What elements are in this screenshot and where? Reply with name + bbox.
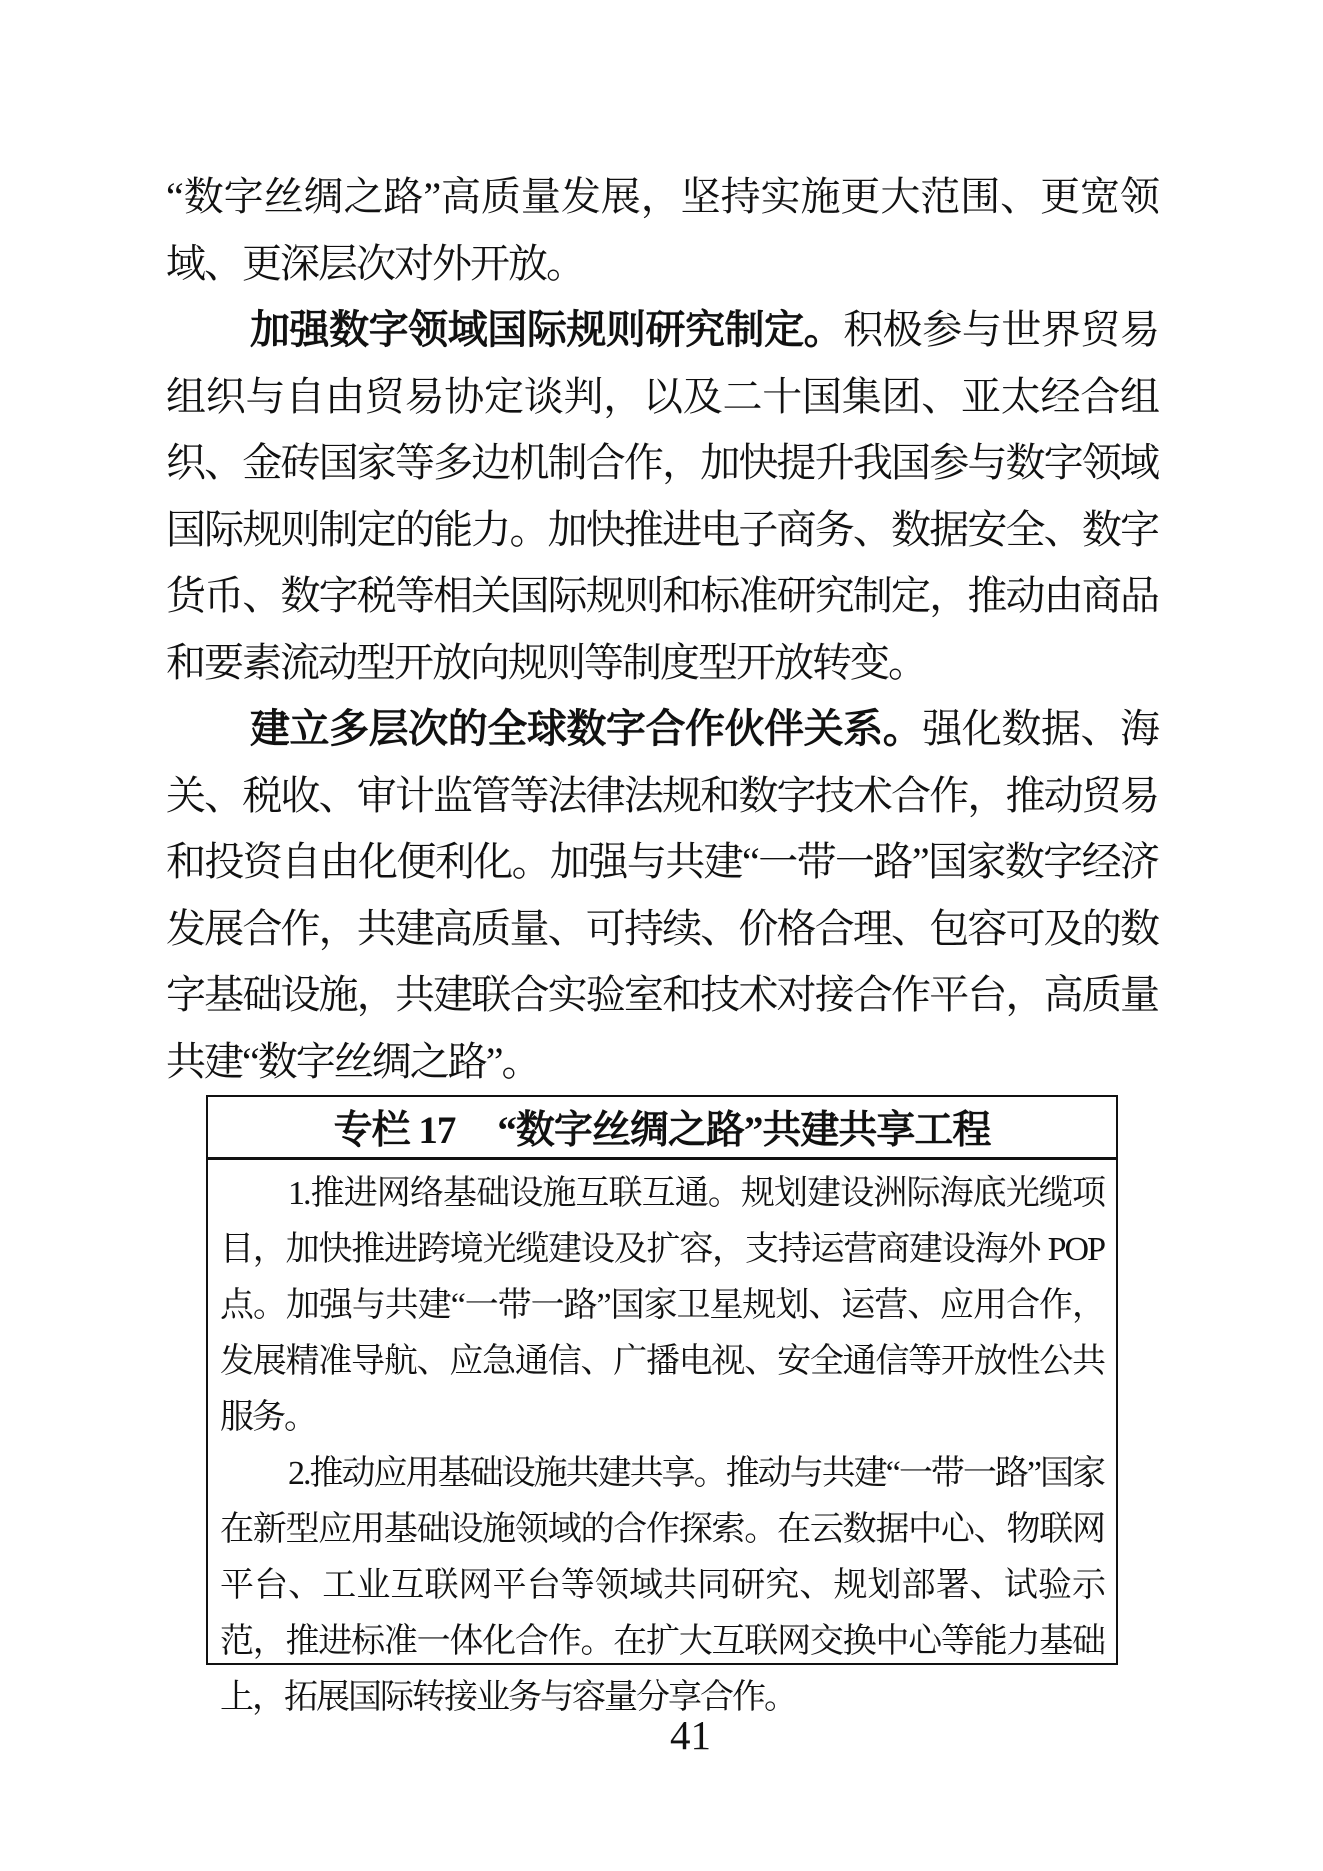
- body-text: [166, 164, 1158, 1095]
- paragraph: [166, 164, 1158, 297]
- page-number: 41: [670, 1712, 711, 1758]
- paragraph: [166, 696, 1158, 1095]
- callout-box-body: [208, 1160, 1116, 1726]
- paragraph-text: 强化数据、海关、税收、审计监管等法律法规和数字技术合作，推动贸易和投资自由化便利化。加强与共建“一带一路”国家数字经济发展合作，共建高质量、可持续、价格合理、包容可及的数字基础设施，共建联合实验室和技术对接合作平台，高质量共建“数字丝绸之路”。: [166, 706, 1159, 1084]
- callout-box: [206, 1095, 1118, 1716]
- paragraph-lead-bold: 加强数字领域国际规则研究制定。: [250, 307, 844, 352]
- paragraph: [166, 297, 1158, 696]
- paragraph-text: 积极参与世界贸易组织与自由贸易协定谈判，以及二十国集团、亚太经合组织、金砖国家等多边机制合作，加快提升我国参与数字领域国际规则制定的能力。加快推进电子商务、数据安全、数字货币、数字税等相关国际规则和标准研究制定，推动由商品和要素流动型开放向规则等制度型开放转变。: [166, 307, 1159, 685]
- paragraph-lead-bold: 建立多层次的全球数字合作伙伴关系。: [250, 706, 923, 751]
- callout-box-label: 专栏 17: [333, 1109, 456, 1152]
- callout-box-title-row: [208, 1097, 1116, 1160]
- box-paragraph: 2.推动应用基础设施共建共享。推动与共建“一带一路”国家在新型应用基础设施领域的合作探索。在云数据中心、物联网平台、工业互联网平台等领域共同研究、规划部署、试验示范，推进标准一体化合作。在扩大互联网交换中心等能力基础上，拓展国际转接业务与容量分享合作。: [220, 1455, 1104, 1716]
- box-paragraph: 1.推进网络基础设施互联互通。规划建设洲际海底光缆项目，加快推进跨境光缆建设及扩容，支持运营商建设海外 POP 点。加强与共建“一带一路”国家卫星规划、运营、应用合作，发展精准导航、应急通信、广播电视、安全通信等开放性公共服务。: [220, 1175, 1104, 1436]
- callout-box-title-text: “数字丝绸之路”共建共享工程: [497, 1109, 991, 1152]
- paragraph-text: “数字丝绸之路”高质量发展，坚持实施更大范围、更宽领域、更深层次对外开放。: [166, 174, 1158, 286]
